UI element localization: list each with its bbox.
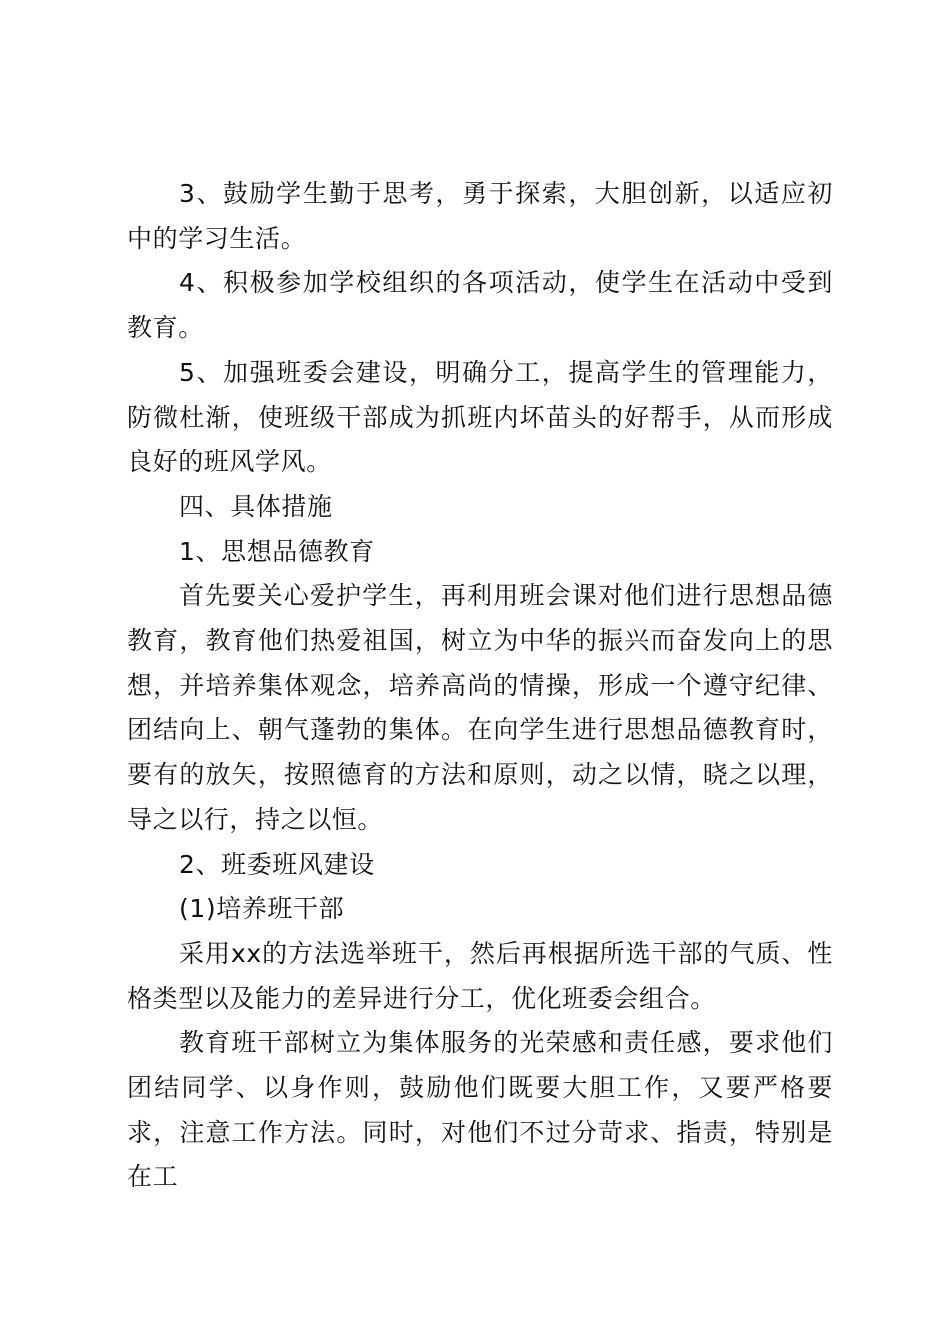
paragraph-goal-5: 5、加强班委会建设，明确分工，提高学生的管理能力，防微杜渐，使班级干部成为抓班内坏苗头的好帮手，从而形成良好的班风学风。 <box>127 357 833 477</box>
document-body <box>127 172 833 1200</box>
paragraph-moral-education: 首先要关心爱护学生，再利用班会课对他们进行思想品德教育，教育他们热爱祖国，树立为中华的振兴而奋发向上的思想，并培养集体观念，培养高尚的情操，形成一个遵守纪律、团结向上、朝气蓬勃的集体。在向学生进行思想品德教育时，要有的放矢，按照德育的方法和原则，动之以情，晓之以理，导之以行，持之以恒。 <box>127 581 833 834</box>
paragraph-elect-cadres: 采用xx的方法选举班干，然后再根据所选干部的气质、性格类型以及能力的差异进行分工，优化班委会组合。 <box>127 938 833 1013</box>
subheading-class-committee: 2、班委班风建设 <box>179 849 375 879</box>
paragraph-goal-4: 4、积极参加学校组织的各项活动，使学生在活动中受到教育。 <box>127 268 833 343</box>
subheading-moral-education: 1、思想品德教育 <box>179 536 375 566</box>
subheading-train-cadres: (1)培养班干部 <box>179 894 345 924</box>
paragraph-educate-cadres: 教育班干部树立为集体服务的光荣感和责任感，要求他们团结同学、以身作则，鼓励他们既要大胆工作，又要严格要求，注意工作方法。同时，对他们不过分苛求、指责，特别是在工 <box>127 1028 833 1192</box>
section-heading-measures: 四、具体措施 <box>179 491 333 521</box>
paragraph-goal-3: 3、鼓励学生勤于思考，勇于探索，大胆创新，以适应初中的学习生活。 <box>127 179 833 253</box>
